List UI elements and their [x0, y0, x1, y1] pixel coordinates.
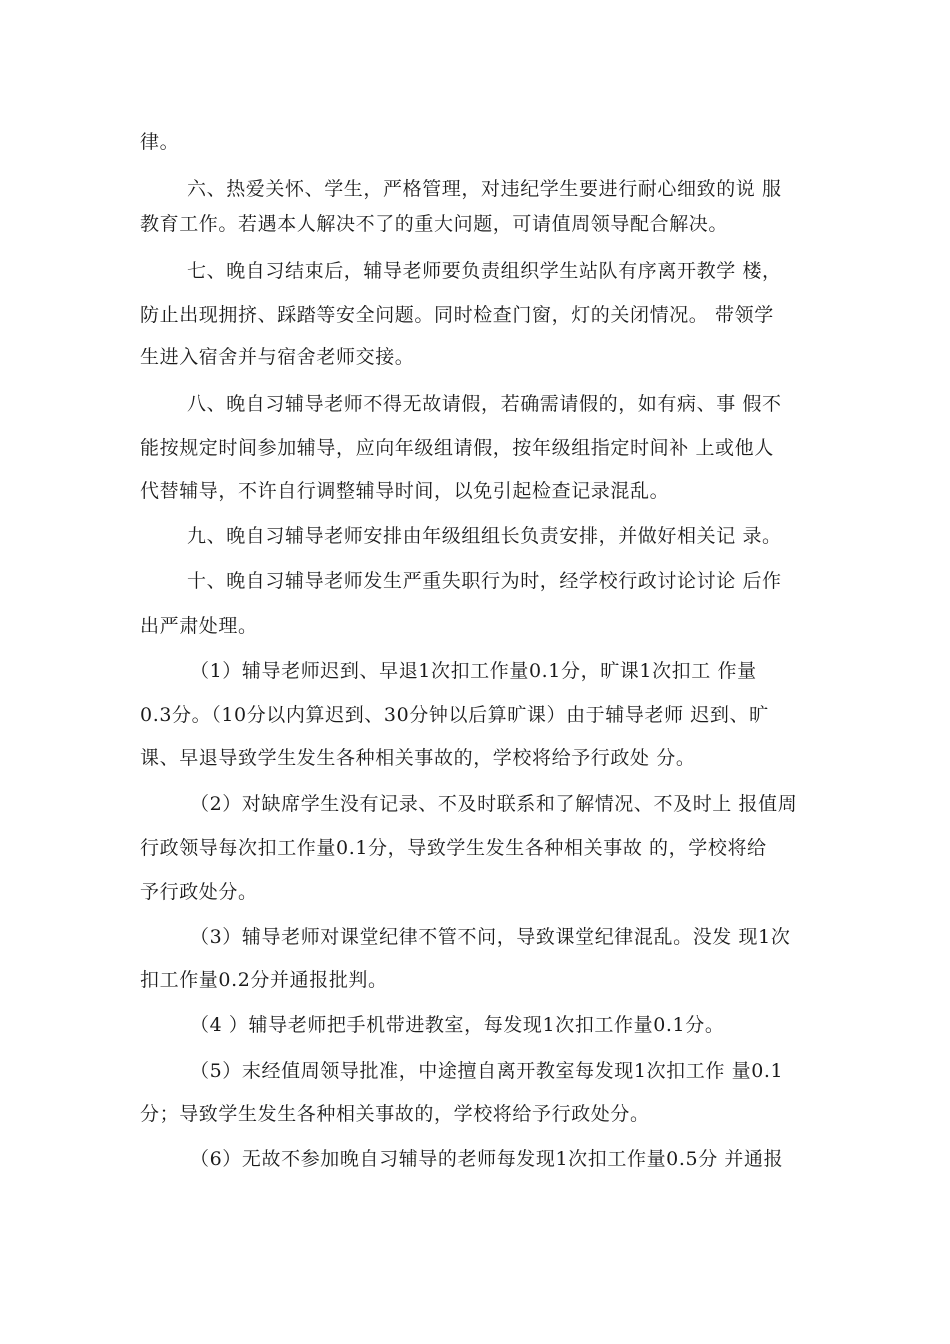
- text-line: 防止出现拥挤、踩踏等安全问题。同时检查门窗，灯的关闭情况。 带领学: [140, 304, 774, 326]
- text-line: 教育工作。若遇本人解决不了的重大问题，可请值周领导配合解决。: [140, 213, 729, 235]
- text-line: （6）无故不参加晚自习辅导的老师每发现1次扣工作量0.5分 并通报: [190, 1148, 784, 1170]
- text-line: 分；导致学生发生各种相关事故的，学校将给予行政处分。: [140, 1103, 650, 1125]
- text-line: 出严肃处理。: [140, 615, 258, 637]
- text-line: 六、热爱关怀、学生，严格管理，对违纪学生要进行耐心细致的说 服: [187, 178, 782, 200]
- text-line: 代替辅导，不许自行调整辅导时间，以免引起检查记录混乱。: [140, 480, 670, 502]
- text-line: 行政领导每次扣工作量0.1分，导致学生发生各种相关事故 的，学校将给: [140, 837, 767, 859]
- text-line: 0.3分。（10分以内算迟到、30分钟以后算旷课）由于辅导老师 迟到、旷: [140, 704, 769, 726]
- text-line: 扣工作量0.2分并通报批判。: [140, 969, 388, 991]
- text-line: 课、早退导致学生发生各种相关事故的，学校将给予行政处 分。: [140, 747, 696, 769]
- text-line: 生进入宿舍并与宿舍老师交接。: [140, 346, 415, 368]
- text-line: 十、晚自习辅导老师发生严重失职行为时，经学校行政讨论讨论 后作: [187, 570, 782, 592]
- text-line: （1）辅导老师迟到、早退1次扣工作量0.1分，旷课1次扣工 作量: [190, 660, 757, 682]
- text-line: 律。: [140, 131, 180, 153]
- text-line: （5）末经值周领导批准，中途擅自离开教室每发现1次扣工作 量0.1: [190, 1060, 784, 1082]
- text-line: 予行政处分。: [140, 881, 258, 903]
- text-line: 八、晚自习辅导老师不得无故请假，若确需请假的，如有病、事 假不: [187, 393, 782, 415]
- text-line: 七、晚自习结束后，辅导老师要负责组织学生站队有序离开教学 楼，: [187, 260, 782, 282]
- text-line: （4 ）辅导老师把手机带进教室，每发现1次扣工作量0.1分。: [190, 1014, 725, 1036]
- text-line: 能按规定时间参加辅导，应向年级组请假，按年级组指定时间补 上或他人: [140, 437, 774, 459]
- text-line: （3）辅导老师对课堂纪律不管不问，导致课堂纪律混乱。没发 现1次: [190, 926, 791, 948]
- text-line: （2）对缺席学生没有记录、不及时联系和了解情况、不及时上 报值周: [190, 793, 798, 815]
- text-line: 九、晚自习辅导老师安排由年级组组长负责安排，并做好相关记 录。: [187, 525, 782, 547]
